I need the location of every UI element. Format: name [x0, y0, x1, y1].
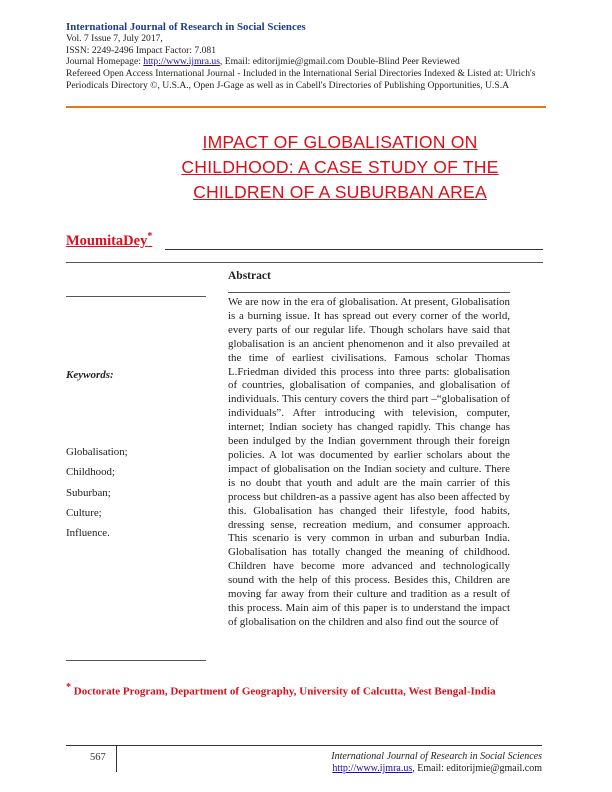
- page-number: 567: [90, 752, 106, 763]
- footer-vertical-bar: [116, 746, 117, 772]
- footer-journal-title: International Journal of Research in Social Sciences: [331, 751, 542, 762]
- keyword-item: Globalisation;: [66, 446, 128, 458]
- keyword-item: Influence.: [66, 527, 110, 540]
- section-divider: [66, 262, 543, 263]
- keyword-item: Culture;: [66, 506, 102, 519]
- footer-journal-info: [331, 751, 542, 775]
- paper-title: [130, 130, 550, 205]
- homepage-link[interactable]: http://www.ijmra.us: [143, 56, 220, 68]
- keyword-item: Childhood;: [66, 466, 116, 479]
- homepage-suffix: , Email: editorijmie@gmail.com Double-Blind Peer Reviewed: [219, 56, 460, 68]
- journal-title: International Journal of Research in Social Sciences: [66, 21, 306, 33]
- keyword-item: Suburban;: [66, 486, 111, 499]
- footnote-divider: [66, 660, 206, 661]
- author-footnote: [66, 680, 536, 700]
- author-divider: [165, 249, 543, 250]
- journal-header: [66, 21, 546, 92]
- title-line-2: CHILDHOOD: A CASE STUDY OF THE: [181, 157, 499, 177]
- footer-contact-line: [331, 763, 542, 775]
- homepage-prefix: Journal Homepage:: [66, 56, 144, 68]
- footnote-mark: *: [66, 682, 71, 693]
- abstract-divider: [228, 292, 510, 293]
- refereed-line: Refereed Open Access International Journal - Included in the International Serial Directories Indexed & Listed at: Ulrich's Periodicals Directory ©, U.S.A., Open J-Gage as well as in Cabell's Directories of Publishing Opportunities, U.S.A: [66, 68, 536, 91]
- volume-line: Vol. 7 Issue 7, July 2017,: [66, 33, 163, 44]
- homepage-line: [66, 56, 546, 68]
- keywords-list: [66, 442, 128, 543]
- footer-email: , Email: editorijmie@gmail.com: [412, 763, 542, 774]
- keywords-label: Keywords:: [66, 369, 114, 381]
- issn-line: ISSN: 2249-2496 Impact Factor: 7.081: [66, 44, 217, 56]
- author-name-text: MoumitaDey: [66, 232, 148, 249]
- abstract-heading: Abstract: [228, 270, 271, 282]
- footnote-text: Doctorate Program, Department of Geography, University of Calcutta, West Bengal-India: [73, 685, 496, 698]
- footer-divider: [66, 745, 542, 746]
- abstract-text: We are now in the era of globalisation. At present, Globalisation is a burning issue. It has spread out every corner of the world, every parts of our regular life. Though scholars have said that globalisation is an ancient phenomenon and it also prevailed at the time of earliest civilisations. Famous scholar Thomas L.Friedman divided this process into three parts: globalisation of countries, globalisation of companies, and globalisation of individuals. This century covers the third part –“globalisation of individuals”. After introducing with television, computer, internet; Indian society has changed rapidly. This change has been indulged by the Indian government through their foreign policies. A lot was documented by earlier scholars about the impact of globalisation on the Indian society and culture. There is no doubt that youth and adult are the main carrier of this process but children-as a passive agent has also been affected by this. Globalisation has changed their lifestyle, food habits, dressing sense, recreation medium, and consumer approach. This scenario is very common in urban and suburban India. Globalisation has totally changed the meaning of childhood. Children have become more advanced and technologically sound with the help of this process. Besides this, Children are moving far away from their culture and tradition as a result of this process. Main aim of this paper is to understand the impact of globalisation on the children and also find out the source of: [228, 296, 510, 628]
- author-name: [66, 231, 152, 250]
- title-line-1: IMPACT OF GLOBALISATION ON: [202, 132, 478, 152]
- header-divider: [66, 106, 546, 108]
- title-line-3: CHILDREN OF A SUBURBAN AREA: [193, 182, 487, 202]
- keywords-top-divider: [66, 296, 206, 297]
- footer-homepage-link[interactable]: http://www.ijmra.us: [332, 763, 413, 774]
- author-mark: *: [147, 231, 153, 242]
